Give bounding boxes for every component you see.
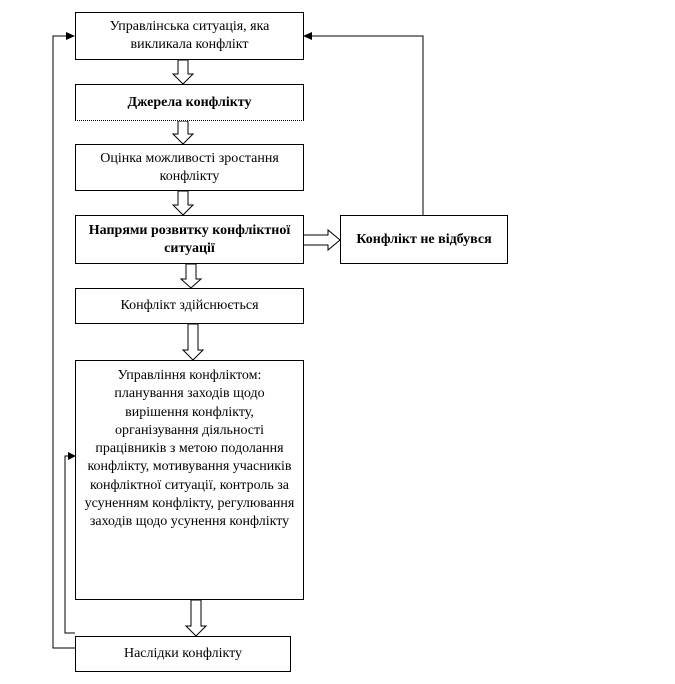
box-management-situation: Управлінська ситуація, яка викликала конфлікт <box>75 12 304 60</box>
arrow-6 <box>186 600 206 636</box>
feedback-arrowhead-outer <box>66 32 75 40</box>
feedback-line-outer <box>53 36 75 648</box>
arrow-2 <box>173 121 193 144</box>
feedback-line-right <box>310 36 423 215</box>
box-conflict-did-not-happen: Конфлікт не відбувся <box>340 215 508 264</box>
feedback-arrowhead-right <box>303 32 312 40</box>
arrow-5 <box>183 324 203 360</box>
arrow-right <box>303 230 340 250</box>
box-conflict-management: Управління конфліктом: планування заходів щодо вирішення конфлікту, організування діяльності працівників з метою подолання конфлікту, мотивування учасників конфліктної ситуації, контроль за усуненням конфлікту, регулювання заходів щодо усунення конфлікту <box>75 360 304 600</box>
box-conflict-consequences: Наслідки конфлікту <box>75 636 291 672</box>
box-growth-assessment: Оцінка можливості зростання конфлікту <box>75 144 304 191</box>
arrow-1 <box>173 60 193 84</box>
box-development-directions: Напрями розвитку конфліктної ситуації <box>75 215 304 264</box>
arrow-4 <box>181 264 201 288</box>
feedback-line-inner <box>65 456 75 633</box>
arrow-3 <box>173 191 193 215</box>
box-conflict-sources: Джерела конфлікту <box>75 84 304 121</box>
box-conflict-happens: Конфлікт здійснюється <box>75 288 304 324</box>
